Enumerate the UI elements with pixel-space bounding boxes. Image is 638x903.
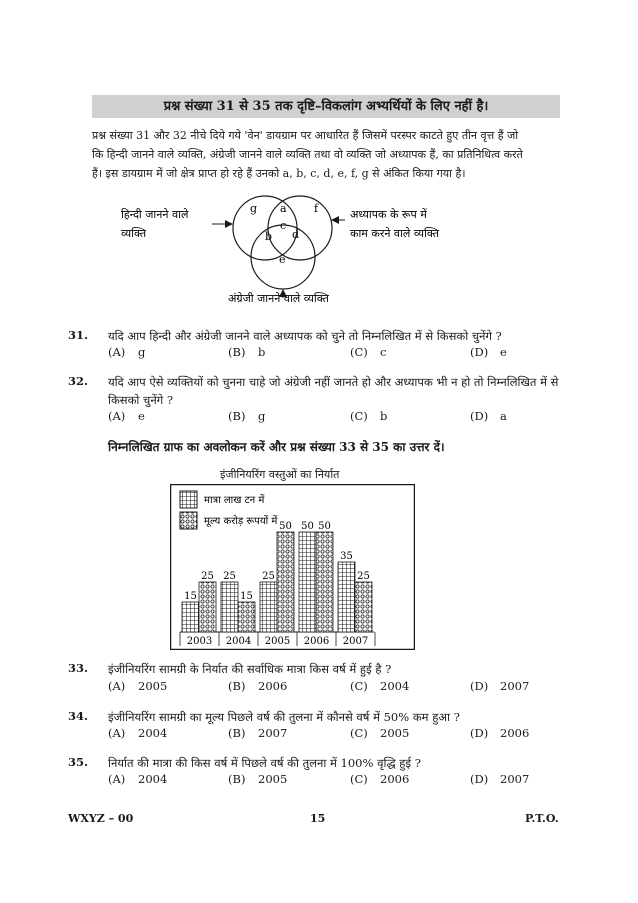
- region-e: e: [279, 253, 286, 266]
- question-number: 34.: [68, 709, 89, 723]
- option: (D) 2006: [470, 726, 530, 740]
- option: (B) 2005: [228, 772, 288, 786]
- region-a: a: [280, 202, 287, 215]
- region-f: f: [314, 202, 319, 215]
- option: (D) 2007: [470, 772, 530, 786]
- chart-title: इंजीनियरिंग वस्तुओं का निर्यात: [220, 468, 340, 481]
- bar-data-label: 50: [301, 521, 314, 532]
- bar-data-label: 15: [184, 591, 197, 602]
- option: (D) e: [470, 345, 507, 359]
- question-number: 31.: [68, 328, 89, 342]
- venn-left-label: हिन्दी जानने वाले: [121, 208, 189, 221]
- region-g: g: [250, 202, 258, 215]
- hindi-circle: [233, 196, 300, 260]
- bar-data-label: 50: [318, 521, 331, 532]
- option: (B) 2006: [228, 679, 288, 693]
- option: (C) b: [350, 409, 388, 423]
- bar-quantity: [182, 602, 199, 632]
- bar-data-label: 25: [262, 571, 275, 582]
- bar-data-label: 50: [279, 521, 292, 532]
- x-tick-label: 2006: [303, 636, 330, 647]
- chart-instruction: निम्नलिखित ग्राफ का अवलोकन करें और प्रश्न संख्या 33 से 35 का उत्तर दें।: [108, 440, 445, 454]
- question-text: इंजीनियरिंग सामग्री का मूल्य पिछले वर्ष की तुलना में कौनसे वर्ष में 50% कम हुआ ?: [108, 710, 460, 724]
- option: (C) 2005: [350, 726, 410, 740]
- bar-value: [199, 582, 216, 632]
- option: (C) c: [350, 345, 387, 359]
- footer-code: WXYZ – 00: [68, 812, 134, 825]
- x-tick-label: 2004: [225, 636, 252, 647]
- option: (A) g: [108, 345, 146, 359]
- bar-quantity: [338, 562, 355, 632]
- bar-data-label: 35: [340, 551, 353, 562]
- question-number: 32.: [68, 374, 89, 388]
- section-banner: प्रश्न संख्या 31 से 35 तक दृष्टि–विकलांग अभ्यर्थियों के लिए नहीं है।: [92, 95, 560, 118]
- bar-value: [238, 602, 255, 632]
- legend-swatch-quantity: [180, 491, 197, 508]
- question-text: निर्यात की मात्रा की किस वर्ष में पिछले वर्ष की तुलना में 100% वृद्धि हुई ?: [108, 756, 421, 770]
- page-number: 15: [310, 812, 326, 825]
- bar-quantity: [299, 532, 316, 632]
- question-number: 33.: [68, 661, 89, 675]
- option: (D) a: [470, 409, 507, 423]
- bar-data-label: 15: [240, 591, 253, 602]
- teacher-circle: [268, 196, 332, 260]
- bar-data-label: 25: [201, 571, 214, 582]
- bar-data-label: 25: [223, 571, 236, 582]
- option: (C) 2006: [350, 772, 410, 786]
- option: (A) 2005: [108, 679, 168, 693]
- region-b: b: [265, 230, 273, 243]
- option: (B) 2007: [228, 726, 288, 740]
- venn-right-label: काम करने वाले व्यक्ति: [350, 227, 439, 240]
- bar-quantity: [221, 582, 238, 632]
- question-text: यदि आप हिन्दी और अंग्रेजी जानने वाले अध्यापक को चुने तो निम्नलिखित में से किसको चुनेंगे ?: [108, 329, 502, 343]
- region-c: c: [280, 219, 287, 232]
- option: (C) 2004: [350, 679, 410, 693]
- option: (A) 2004: [108, 772, 168, 786]
- question-number: 35.: [68, 755, 89, 769]
- x-tick-label: 2007: [342, 636, 369, 647]
- x-tick-label: 2005: [264, 636, 291, 647]
- legend-label-quantity: मात्रा लाख टन में: [204, 495, 265, 506]
- legend-swatch-value: [180, 512, 197, 529]
- venn-bottom-label: अंग्रेजी जानने वाले व्यक्ति: [228, 292, 329, 305]
- option: (B) g: [228, 409, 266, 423]
- bar-value: [277, 532, 294, 632]
- question-text: यदि आप ऐसे व्यक्तियों को चुनना चाहे जो अंग्रेजी नहीं जानते हो और अध्यापक भी न हो तो निम्नलिखित में से किसको चुनेंगे ?: [108, 375, 559, 407]
- intro-line: कि हिन्दी जानने वाले व्यक्ति, अंग्रेजी जानने वाले व्यक्ति तथा वो व्यक्ति जो अध्यापक हैं, का प्रतिनिधित्व करते: [92, 148, 523, 161]
- intro-line: हैं। इस डायग्राम में जो क्षेत्र प्राप्त हो रहे हैं उनको a, b, c, d, e, f, g से अंकित किया गया है।: [92, 167, 466, 180]
- option: (A) 2004: [108, 726, 168, 740]
- bar-data-label: 25: [357, 571, 370, 582]
- bar-quantity: [260, 582, 277, 632]
- bar-value: [355, 582, 372, 632]
- venn-right-label: अध्यापक के रूप में: [350, 208, 427, 221]
- region-d: d: [292, 228, 300, 241]
- x-tick-label: 2003: [186, 636, 213, 647]
- option: (A) e: [108, 409, 145, 423]
- bar-chart: [170, 484, 415, 650]
- option: (B) b: [228, 345, 266, 359]
- venn-left-label: व्यक्ति: [121, 227, 147, 240]
- intro-line: प्रश्न संख्या 31 और 32 नीचे दिये गये 'वेन' डायग्राम पर आधारित हैं जिसमें परस्पर काटते हुए तीन वृत्त हैं जो: [92, 129, 519, 142]
- bar-value: [316, 532, 333, 632]
- pto-label: P.T.O.: [525, 812, 559, 825]
- option: (D) 2007: [470, 679, 530, 693]
- legend-label-value: मूल्य करोड़ रूपयों में: [204, 516, 278, 527]
- question-text: इंजीनियरिंग सामग्री के निर्यात की सर्वाधिक मात्रा किस वर्ष में हुई है ?: [108, 662, 392, 676]
